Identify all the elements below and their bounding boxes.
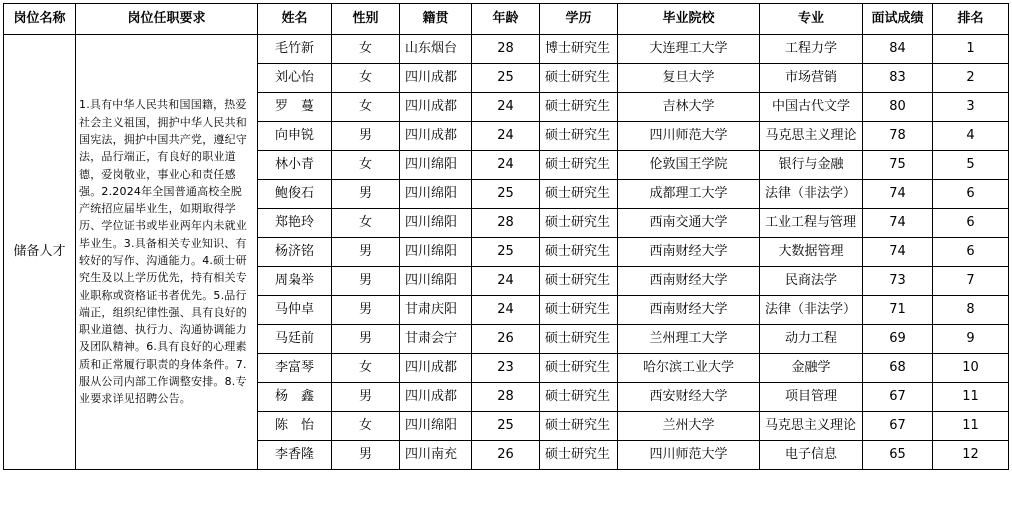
cell-rank: 9 xyxy=(933,325,1009,354)
cell-school: 西安财经大学 xyxy=(618,383,760,412)
cell-rank: 5 xyxy=(933,151,1009,180)
cell-age: 24 xyxy=(472,296,540,325)
cell-origin: 四川成都 xyxy=(400,93,472,122)
requirements-cell: 1.具有中华人民共和国国籍，热爱社会主义祖国，拥护中华人民共和国宪法，拥护中国共产党，遵纪守法，品行端正，有良好的职业道德，爱岗敬业，事业心和责任感强。2.2024年全国普通高校全脱产统招应届毕业生，如期取得学历、学位证书或毕业两年内未就业毕业生。3.具备相关专业知识、有较好的写作、沟通能力。4.硕士研究生及以上学历优先，持有相关专业职称或资格证书者优先。5.品行端正，组织纪律性强、具有良好的职业道德、执行力、沟通协调能力及团队精神。6.具有良好的心理素质和正常履行职责的身体条件。7.服从公司内部工作调整安排。8.专业要求详见招聘公告。 xyxy=(76,35,258,470)
cell-age: 25 xyxy=(472,180,540,209)
cell-rank: 8 xyxy=(933,296,1009,325)
cell-age: 26 xyxy=(472,325,540,354)
cell-origin: 四川绵阳 xyxy=(400,209,472,238)
cell-education: 硕士研究生 xyxy=(540,180,618,209)
cell-score: 75 xyxy=(863,151,933,180)
cell-gender: 男 xyxy=(332,180,400,209)
cell-origin: 四川绵阳 xyxy=(400,412,472,441)
cell-school: 西南财经大学 xyxy=(618,296,760,325)
cell-rank: 6 xyxy=(933,209,1009,238)
header-gender: 性别 xyxy=(332,4,400,35)
cell-origin: 四川绵阳 xyxy=(400,151,472,180)
cell-major: 金融学 xyxy=(760,354,863,383)
cell-name: 陈 怡 xyxy=(258,412,332,441)
cell-score: 69 xyxy=(863,325,933,354)
cell-score: 65 xyxy=(863,441,933,470)
cell-age: 24 xyxy=(472,151,540,180)
cell-gender: 男 xyxy=(332,296,400,325)
cell-major: 马克思主义理论 xyxy=(760,122,863,151)
cell-school: 四川师范大学 xyxy=(618,122,760,151)
cell-age: 24 xyxy=(472,122,540,151)
cell-name: 杨 鑫 xyxy=(258,383,332,412)
cell-origin: 甘肃庆阳 xyxy=(400,296,472,325)
cell-education: 硕士研究生 xyxy=(540,64,618,93)
cell-rank: 2 xyxy=(933,64,1009,93)
cell-education: 硕士研究生 xyxy=(540,296,618,325)
cell-major: 银行与金融 xyxy=(760,151,863,180)
cell-education: 博士研究生 xyxy=(540,35,618,64)
header-score: 面试成绩 xyxy=(863,4,933,35)
cell-gender: 女 xyxy=(332,93,400,122)
cell-major: 动力工程 xyxy=(760,325,863,354)
cell-education: 硕士研究生 xyxy=(540,238,618,267)
cell-gender: 男 xyxy=(332,267,400,296)
header-major: 专业 xyxy=(760,4,863,35)
header-rank: 排名 xyxy=(933,4,1009,35)
cell-education: 硕士研究生 xyxy=(540,209,618,238)
header-age: 年龄 xyxy=(472,4,540,35)
cell-gender: 男 xyxy=(332,325,400,354)
cell-school: 兰州大学 xyxy=(618,412,760,441)
cell-origin: 四川成都 xyxy=(400,64,472,93)
cell-name: 郑艳玲 xyxy=(258,209,332,238)
cell-rank: 11 xyxy=(933,383,1009,412)
table-row xyxy=(4,35,1009,64)
cell-major: 法律（非法学） xyxy=(760,296,863,325)
header-position: 岗位名称 xyxy=(4,4,76,35)
cell-age: 25 xyxy=(472,64,540,93)
cell-score: 67 xyxy=(863,412,933,441)
header-requirements: 岗位任职要求 xyxy=(76,4,258,35)
cell-gender: 女 xyxy=(332,151,400,180)
cell-age: 28 xyxy=(472,383,540,412)
cell-education: 硕士研究生 xyxy=(540,122,618,151)
cell-origin: 山东烟台 xyxy=(400,35,472,64)
cell-score: 78 xyxy=(863,122,933,151)
cell-school: 西南财经大学 xyxy=(618,267,760,296)
cell-education: 硕士研究生 xyxy=(540,412,618,441)
cell-name: 李富琴 xyxy=(258,354,332,383)
cell-gender: 女 xyxy=(332,35,400,64)
cell-education: 硕士研究生 xyxy=(540,267,618,296)
cell-age: 23 xyxy=(472,354,540,383)
cell-major: 工程力学 xyxy=(760,35,863,64)
cell-school: 西南财经大学 xyxy=(618,238,760,267)
cell-rank: 10 xyxy=(933,354,1009,383)
cell-major: 马克思主义理论 xyxy=(760,412,863,441)
cell-rank: 11 xyxy=(933,412,1009,441)
cell-age: 24 xyxy=(472,93,540,122)
cell-major: 民商法学 xyxy=(760,267,863,296)
cell-rank: 6 xyxy=(933,238,1009,267)
cell-name: 李香隆 xyxy=(258,441,332,470)
cell-rank: 12 xyxy=(933,441,1009,470)
cell-name: 马仲卓 xyxy=(258,296,332,325)
cell-score: 71 xyxy=(863,296,933,325)
cell-gender: 男 xyxy=(332,238,400,267)
candidate-table xyxy=(3,3,1009,470)
cell-gender: 男 xyxy=(332,383,400,412)
cell-gender: 女 xyxy=(332,209,400,238)
cell-score: 83 xyxy=(863,64,933,93)
header-origin: 籍贯 xyxy=(400,4,472,35)
cell-age: 28 xyxy=(472,35,540,64)
cell-name: 罗 蔓 xyxy=(258,93,332,122)
cell-gender: 女 xyxy=(332,64,400,93)
cell-school: 成都理工大学 xyxy=(618,180,760,209)
cell-major: 电子信息 xyxy=(760,441,863,470)
cell-score: 73 xyxy=(863,267,933,296)
cell-school: 兰州理工大学 xyxy=(618,325,760,354)
cell-origin: 甘肃会宁 xyxy=(400,325,472,354)
cell-gender: 男 xyxy=(332,441,400,470)
cell-age: 24 xyxy=(472,267,540,296)
cell-origin: 四川南充 xyxy=(400,441,472,470)
header-name: 姓名 xyxy=(258,4,332,35)
header-school: 毕业院校 xyxy=(618,4,760,35)
cell-school: 西南交通大学 xyxy=(618,209,760,238)
header-row xyxy=(4,4,1009,35)
cell-origin: 四川成都 xyxy=(400,383,472,412)
cell-score: 74 xyxy=(863,180,933,209)
cell-major: 市场营销 xyxy=(760,64,863,93)
cell-gender: 女 xyxy=(332,412,400,441)
cell-major: 大数据管理 xyxy=(760,238,863,267)
cell-education: 硕士研究生 xyxy=(540,93,618,122)
cell-name: 鲍俊石 xyxy=(258,180,332,209)
cell-school: 伦敦国王学院 xyxy=(618,151,760,180)
cell-rank: 7 xyxy=(933,267,1009,296)
cell-school: 吉林大学 xyxy=(618,93,760,122)
cell-name: 杨济铭 xyxy=(258,238,332,267)
header-education: 学历 xyxy=(540,4,618,35)
cell-rank: 1 xyxy=(933,35,1009,64)
cell-origin: 四川绵阳 xyxy=(400,180,472,209)
cell-age: 28 xyxy=(472,209,540,238)
cell-major: 工业工程与管理 xyxy=(760,209,863,238)
cell-age: 25 xyxy=(472,412,540,441)
cell-education: 硕士研究生 xyxy=(540,325,618,354)
cell-age: 25 xyxy=(472,238,540,267)
cell-origin: 四川成都 xyxy=(400,122,472,151)
cell-education: 硕士研究生 xyxy=(540,441,618,470)
cell-rank: 4 xyxy=(933,122,1009,151)
cell-rank: 6 xyxy=(933,180,1009,209)
cell-major: 法律（非法学） xyxy=(760,180,863,209)
cell-name: 周枭举 xyxy=(258,267,332,296)
cell-major: 中国古代文学 xyxy=(760,93,863,122)
cell-major: 项目管理 xyxy=(760,383,863,412)
cell-score: 80 xyxy=(863,93,933,122)
cell-name: 毛竹新 xyxy=(258,35,332,64)
cell-education: 硕士研究生 xyxy=(540,151,618,180)
cell-name: 刘心怡 xyxy=(258,64,332,93)
cell-score: 74 xyxy=(863,209,933,238)
cell-name: 林小青 xyxy=(258,151,332,180)
position-name-cell: 储备人才 xyxy=(4,35,76,470)
cell-origin: 四川绵阳 xyxy=(400,238,472,267)
cell-origin: 四川绵阳 xyxy=(400,267,472,296)
cell-score: 74 xyxy=(863,238,933,267)
cell-name: 向申锐 xyxy=(258,122,332,151)
cell-origin: 四川成都 xyxy=(400,354,472,383)
cell-score: 67 xyxy=(863,383,933,412)
cell-school: 复旦大学 xyxy=(618,64,760,93)
cell-score: 68 xyxy=(863,354,933,383)
cell-school: 大连理工大学 xyxy=(618,35,760,64)
cell-education: 硕士研究生 xyxy=(540,383,618,412)
cell-gender: 女 xyxy=(332,354,400,383)
cell-score: 84 xyxy=(863,35,933,64)
cell-age: 26 xyxy=(472,441,540,470)
cell-rank: 3 xyxy=(933,93,1009,122)
cell-name: 马廷前 xyxy=(258,325,332,354)
cell-school: 四川师范大学 xyxy=(618,441,760,470)
cell-gender: 男 xyxy=(332,122,400,151)
cell-education: 硕士研究生 xyxy=(540,354,618,383)
cell-school: 哈尔滨工业大学 xyxy=(618,354,760,383)
